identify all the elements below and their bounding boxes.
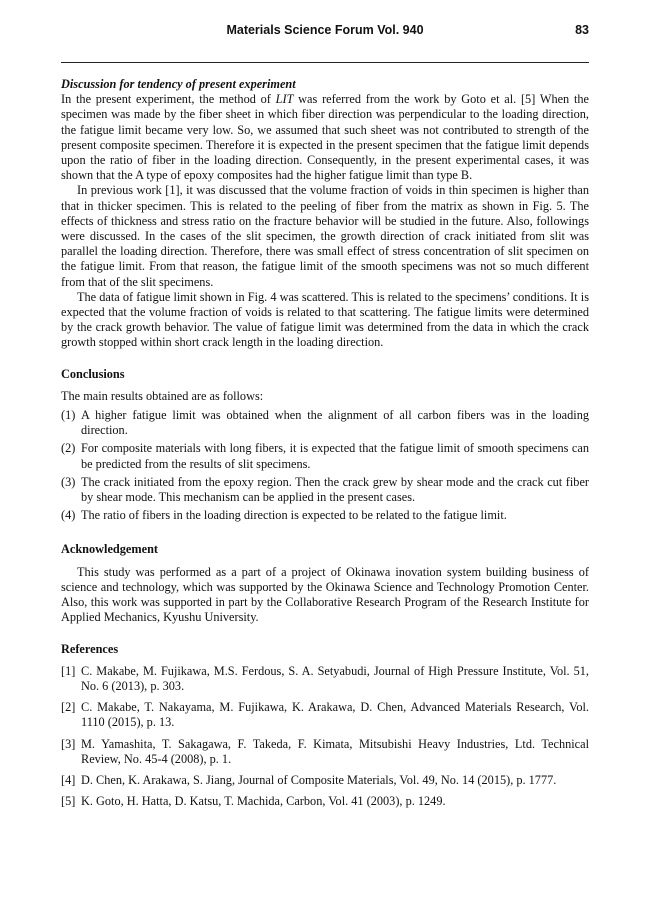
- lit-term: LIT: [275, 92, 294, 107]
- section-gap: [61, 351, 589, 367]
- discussion-p1-text-b: was referred from the work by Goto et al. [5] When the specimen was made by the fiber sheet in which fiber direction was perpendicular to the loading direction, the fatigue limit became very low. So, we assumed that such sheet was not contributed to strength of the present composite specimen. Therefore it is expected in the present specimen that the fatigue limit depends upon the ratio of fiber in the loading direction. Consequently, in the present experimental cases, it was shown that the A type of epoxy composites had the higher fatigue limit than type B.: [61, 92, 589, 183]
- page-content: [61, 77, 589, 815]
- title-gap: [61, 558, 589, 565]
- reference-text: K. Goto, H. Hatta, D. Katsu, T. Machida, Carbon, Vol. 41 (2003), p. 1249.: [81, 794, 446, 809]
- header-rule: [61, 62, 589, 63]
- reference-number: [4]: [61, 772, 76, 787]
- reference-text: D. Chen, K. Arakawa, S. Jiang, Journal of Composite Materials, Vol. 49, No. 14 (2015), p. 1777.: [81, 772, 557, 787]
- discussion-p1-text-a: In the present experiment, the method of: [61, 92, 276, 107]
- discussion-paragraph-2: In previous work [1], it was discussed that the volume fraction of voids in thin specimen is higher than that in thicker specimen. This is related to the peeling of fiber from the matrix as shown in Fig. 5. The effects of thickness and stress ratio on the fracture behavior will be studied in the future. Also, followings were discussed. In the cases of the slit specimen, the growth direction of crack initiated from slit was parallel the loading direction. Therefore, there was small effect of stress concentration of slit specimen on the fatigue limit. From that reason, the fatigue limit of the smooth specimens was not so much different from that of the slit specimens.: [61, 183, 589, 289]
- conclusion-number: (3): [61, 474, 76, 489]
- reference-text: C. Makabe, M. Fujikawa, M.S. Ferdous, S. A. Setyabudi, Journal of High Pressure Institute, Vol. 51, No. 6 (2013), p. 303.: [81, 663, 589, 693]
- conclusions-intro: The main results obtained are as follows:: [61, 388, 264, 403]
- references-list: [61, 664, 589, 810]
- conclusion-number: (4): [61, 508, 76, 523]
- reference-text: C. Makabe, T. Nakayama, M. Fujikawa, K. Arakawa, D. Chen, Advanced Materials Research, Vol. 1110 (2015), p. 13.: [81, 700, 589, 730]
- conclusions-list: [61, 408, 589, 523]
- section-gap: [61, 526, 589, 542]
- conclusion-text: The crack initiated from the epoxy region. Then the crack grew by shear mode and the crack cut fiber by shear mode. This mechanism can be applied in the present cases.: [81, 474, 589, 505]
- reference-item: [61, 737, 589, 767]
- reference-number: [3]: [61, 736, 76, 751]
- title-gap: [61, 382, 589, 389]
- discussion-paragraph-3: The data of fatigue limit shown in Fig. 4 was scattered. This is related to the specimens’ conditions. It is expected that the volume fraction of voids is related to that scattering. The fatigue limits were determined by the crack growth behavior. The value of fatigue limit was determined from the data in which the crack growth stopped within short crack length in the loading direction.: [61, 289, 589, 350]
- acknowledgement-text: This study was performed as a part of a project of Okinawa inovation system building business of science and technology, which was supported by the Okinawa Science and Technology Promotion Center. Also, this work was supported in part by the Collaborative Research Program of the Research Institute for Applied Mechanics, Kyushu University.: [61, 564, 589, 625]
- reference-item: [61, 664, 589, 694]
- conclusion-text: For composite materials with long fibers, it is expected that the fatigue limit of smooth specimens can be predicted from the results of slit specimens.: [81, 441, 589, 471]
- conclusion-text: The ratio of fibers in the loading direction is expected to be related to the fatigue limit.: [81, 508, 507, 523]
- title-gap: [61, 657, 589, 664]
- references-title: References: [61, 641, 119, 656]
- conclusion-number: (2): [61, 441, 76, 456]
- reference-item: [61, 773, 589, 788]
- conclusion-item: [61, 475, 589, 505]
- reference-item: [61, 794, 589, 809]
- acknowledgement-title: Acknowledgement: [61, 542, 159, 557]
- discussion-title: Discussion for tendency of present experiment: [61, 77, 296, 91]
- conclusion-text: A higher fatigue limit was obtained when the alignment of all carbon fibers was in the loading direction.: [81, 408, 589, 438]
- running-header: [61, 23, 589, 43]
- conclusion-item: [61, 441, 589, 471]
- conclusion-number: (1): [61, 408, 76, 423]
- reference-text: M. Yamashita, T. Sakagawa, F. Takeda, F. Kimata, Mitsubishi Heavy Industries, Ltd. Technical Review, No. 45-4 (2008), p. 1.: [81, 736, 589, 766]
- reference-number: [2]: [61, 700, 76, 715]
- reference-number: [1]: [61, 663, 76, 678]
- reference-number: [5]: [61, 794, 76, 809]
- conclusion-item: [61, 408, 589, 438]
- discussion-paragraph-1: [61, 92, 589, 183]
- conclusion-item: [61, 508, 589, 523]
- reference-item: [61, 700, 589, 730]
- journal-title: Materials Science Forum Vol. 940: [226, 23, 424, 37]
- conclusions-title: Conclusions: [61, 366, 125, 381]
- section-gap: [61, 626, 589, 642]
- page-number: 83: [575, 23, 589, 37]
